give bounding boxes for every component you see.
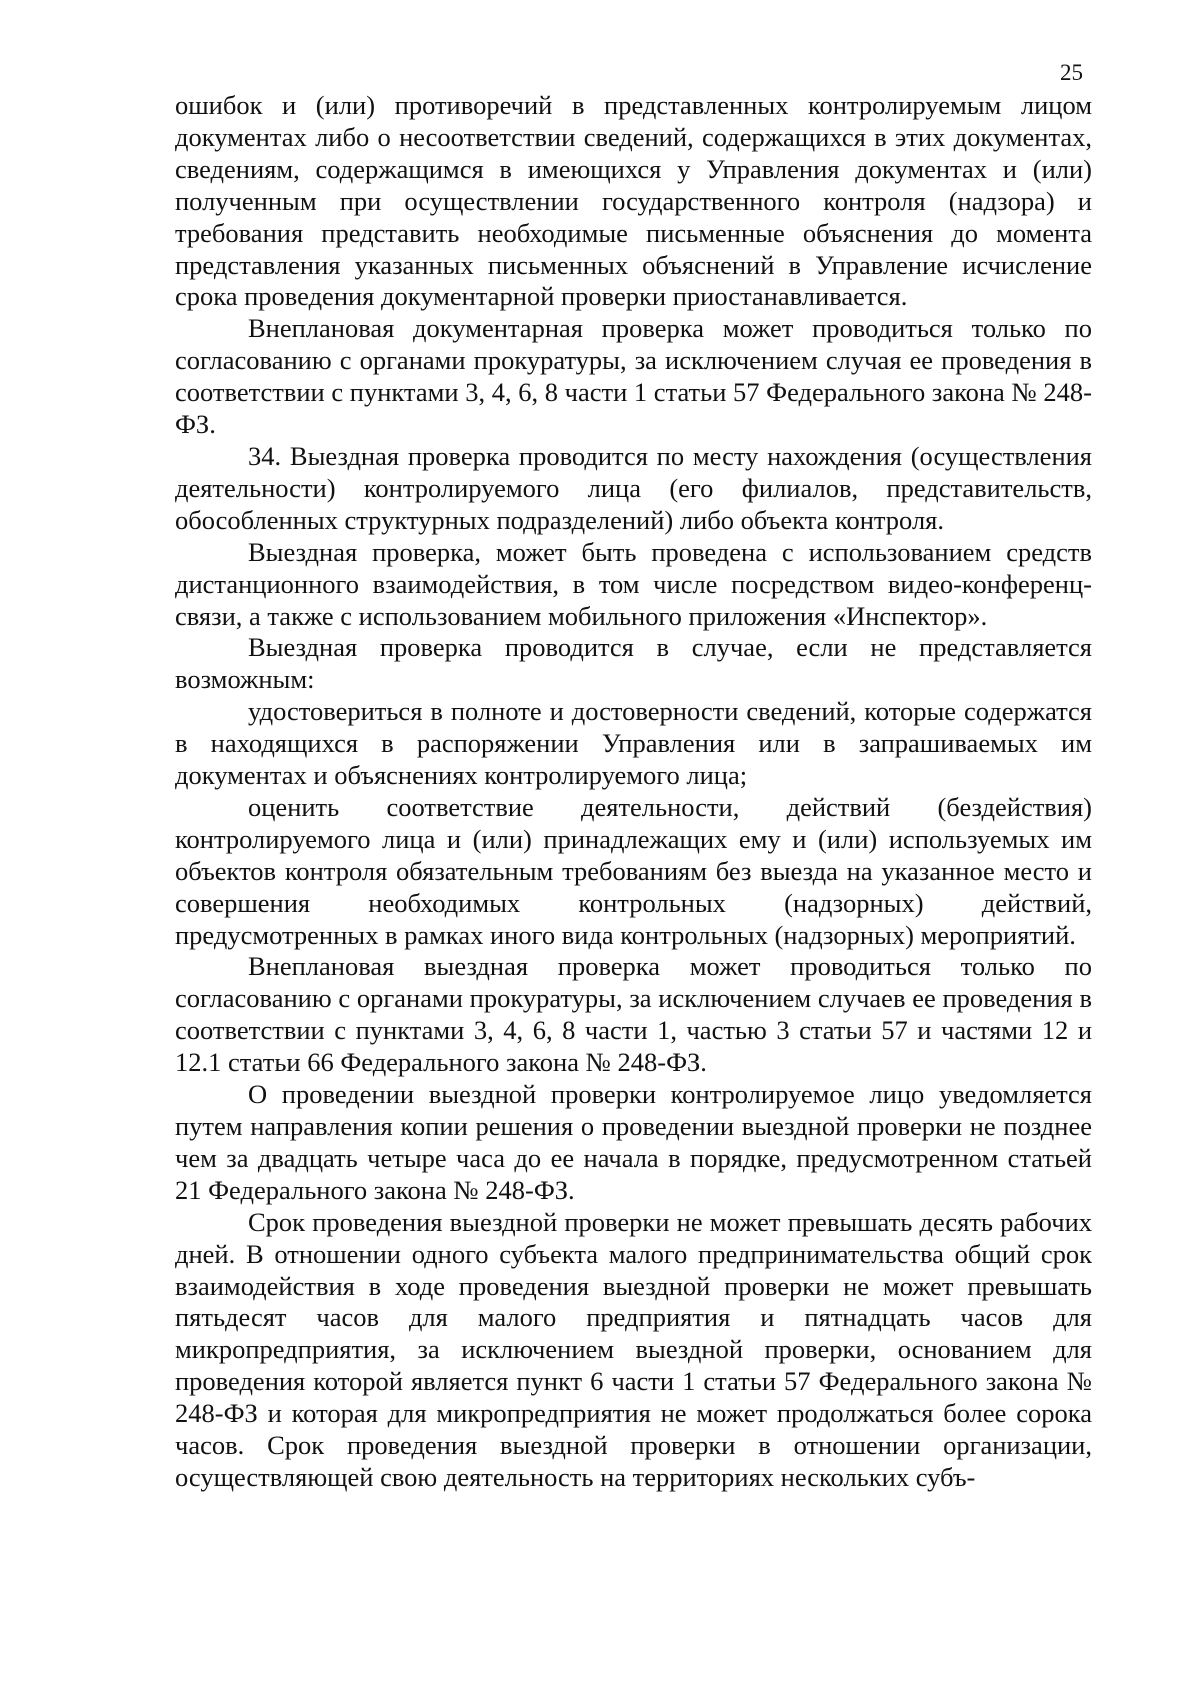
page-number: 25: [1060, 60, 1083, 85]
paragraph-notification: О проведении выездной проверки контролируемое лицо уведомляется путем направления копии решения о проведении выездной проверки не позднее чем за двадцать четыре часа до ее начала в порядке, предусмотренном статьей 21 Федерального закона № 248-ФЗ.: [175, 1079, 1092, 1205]
paragraph-onsite-check-conditions: Выездная проверка проводится в случае, если не представляется возможным:: [175, 632, 1092, 695]
paragraph-remote-interaction: Выездная проверка, может быть проведена с использованием средств дистанционного взаимодействия, в том числе посредством видео-конференц-связи, а также с использованием мобильного приложения «Инспектор».: [175, 536, 1092, 631]
paragraph-verify-completeness: удостовериться в полноте и достоверности сведений, которые содержатся в находящихся в распоряжении Управления или в запрашиваемых им документах и объяснениях контролируемого лица;: [175, 696, 1092, 791]
paragraph-continuation: ошибок и (или) противоречий в представленных контролируемым лицом документах либо о несоответствии сведений, содержащихся в этих документах, сведениям, содержащимся в имеющихся у Управления документах и (или) полученным при осуществлении государственного контроля (надзора) и требования представить необходимые письменные объяснения до момента представления указанных письменных объяснений в Управление исчисление срока проведения документарной проверки приостанавливается.: [175, 90, 1092, 312]
document-body: [175, 90, 1092, 1494]
paragraph-onsite-check-duration: Срок проведения выездной проверки не может превышать десять рабочих дней. В отношении одного субъекта малого предпринимательства общий срок взаимодействия в ходе проведения выездной проверки не может превышать пятьдесят часов для малого предприятия и пятнадцать часов для микропредприятия, за исключением выездной проверки, основанием для проведения которой является пункт 6 части 1 статьи 57 Федерального закона № 248-ФЗ и которая для микропредприятия не может продолжаться более сорока часов. Срок проведения выездной проверки в отношении организации, осуществляющей свою деятельность на территориях нескольких субъ-: [175, 1206, 1092, 1492]
paragraph-unscheduled-documentary-check: Внеплановая документарная проверка может проводиться только по согласованию с органами прокуратуры, за исключением случая ее проведения в соответствии с пунктами 3, 4, 6, 8 части 1 статьи 57 Федерального закона № 248-ФЗ.: [175, 313, 1092, 440]
paragraph-unscheduled-onsite-check: Внеплановая выездная проверка может проводиться только по согласованию с органами прокуратуры, за исключением случаев ее проведения в соответствии с пунктами 3, 4, 6, 8 части 1, частью 3 статьи 57 и частями 12 и 12.1 статьи 66 Федерального закона № 248-ФЗ.: [175, 951, 1092, 1078]
paragraph-34-onsite-check-location: 34. Выездная проверка проводится по месту нахождения (осуществления деятельности) контролируемого лица (его филиалов, представительств, обособленных структурных подразделений) либо объекта контроля.: [175, 440, 1092, 535]
paragraph-assess-compliance: оценить соответствие деятельности, действий (бездействия) контролируемого лица и (или) принадлежащих ему и (или) используемых им объектов контроля обязательным требованиям без выезда на указанное место и совершения необходимых контрольных (надзорных) действий, предусмотренных в рамках иного вида контрольных (надзорных) мероприятий.: [175, 791, 1092, 950]
